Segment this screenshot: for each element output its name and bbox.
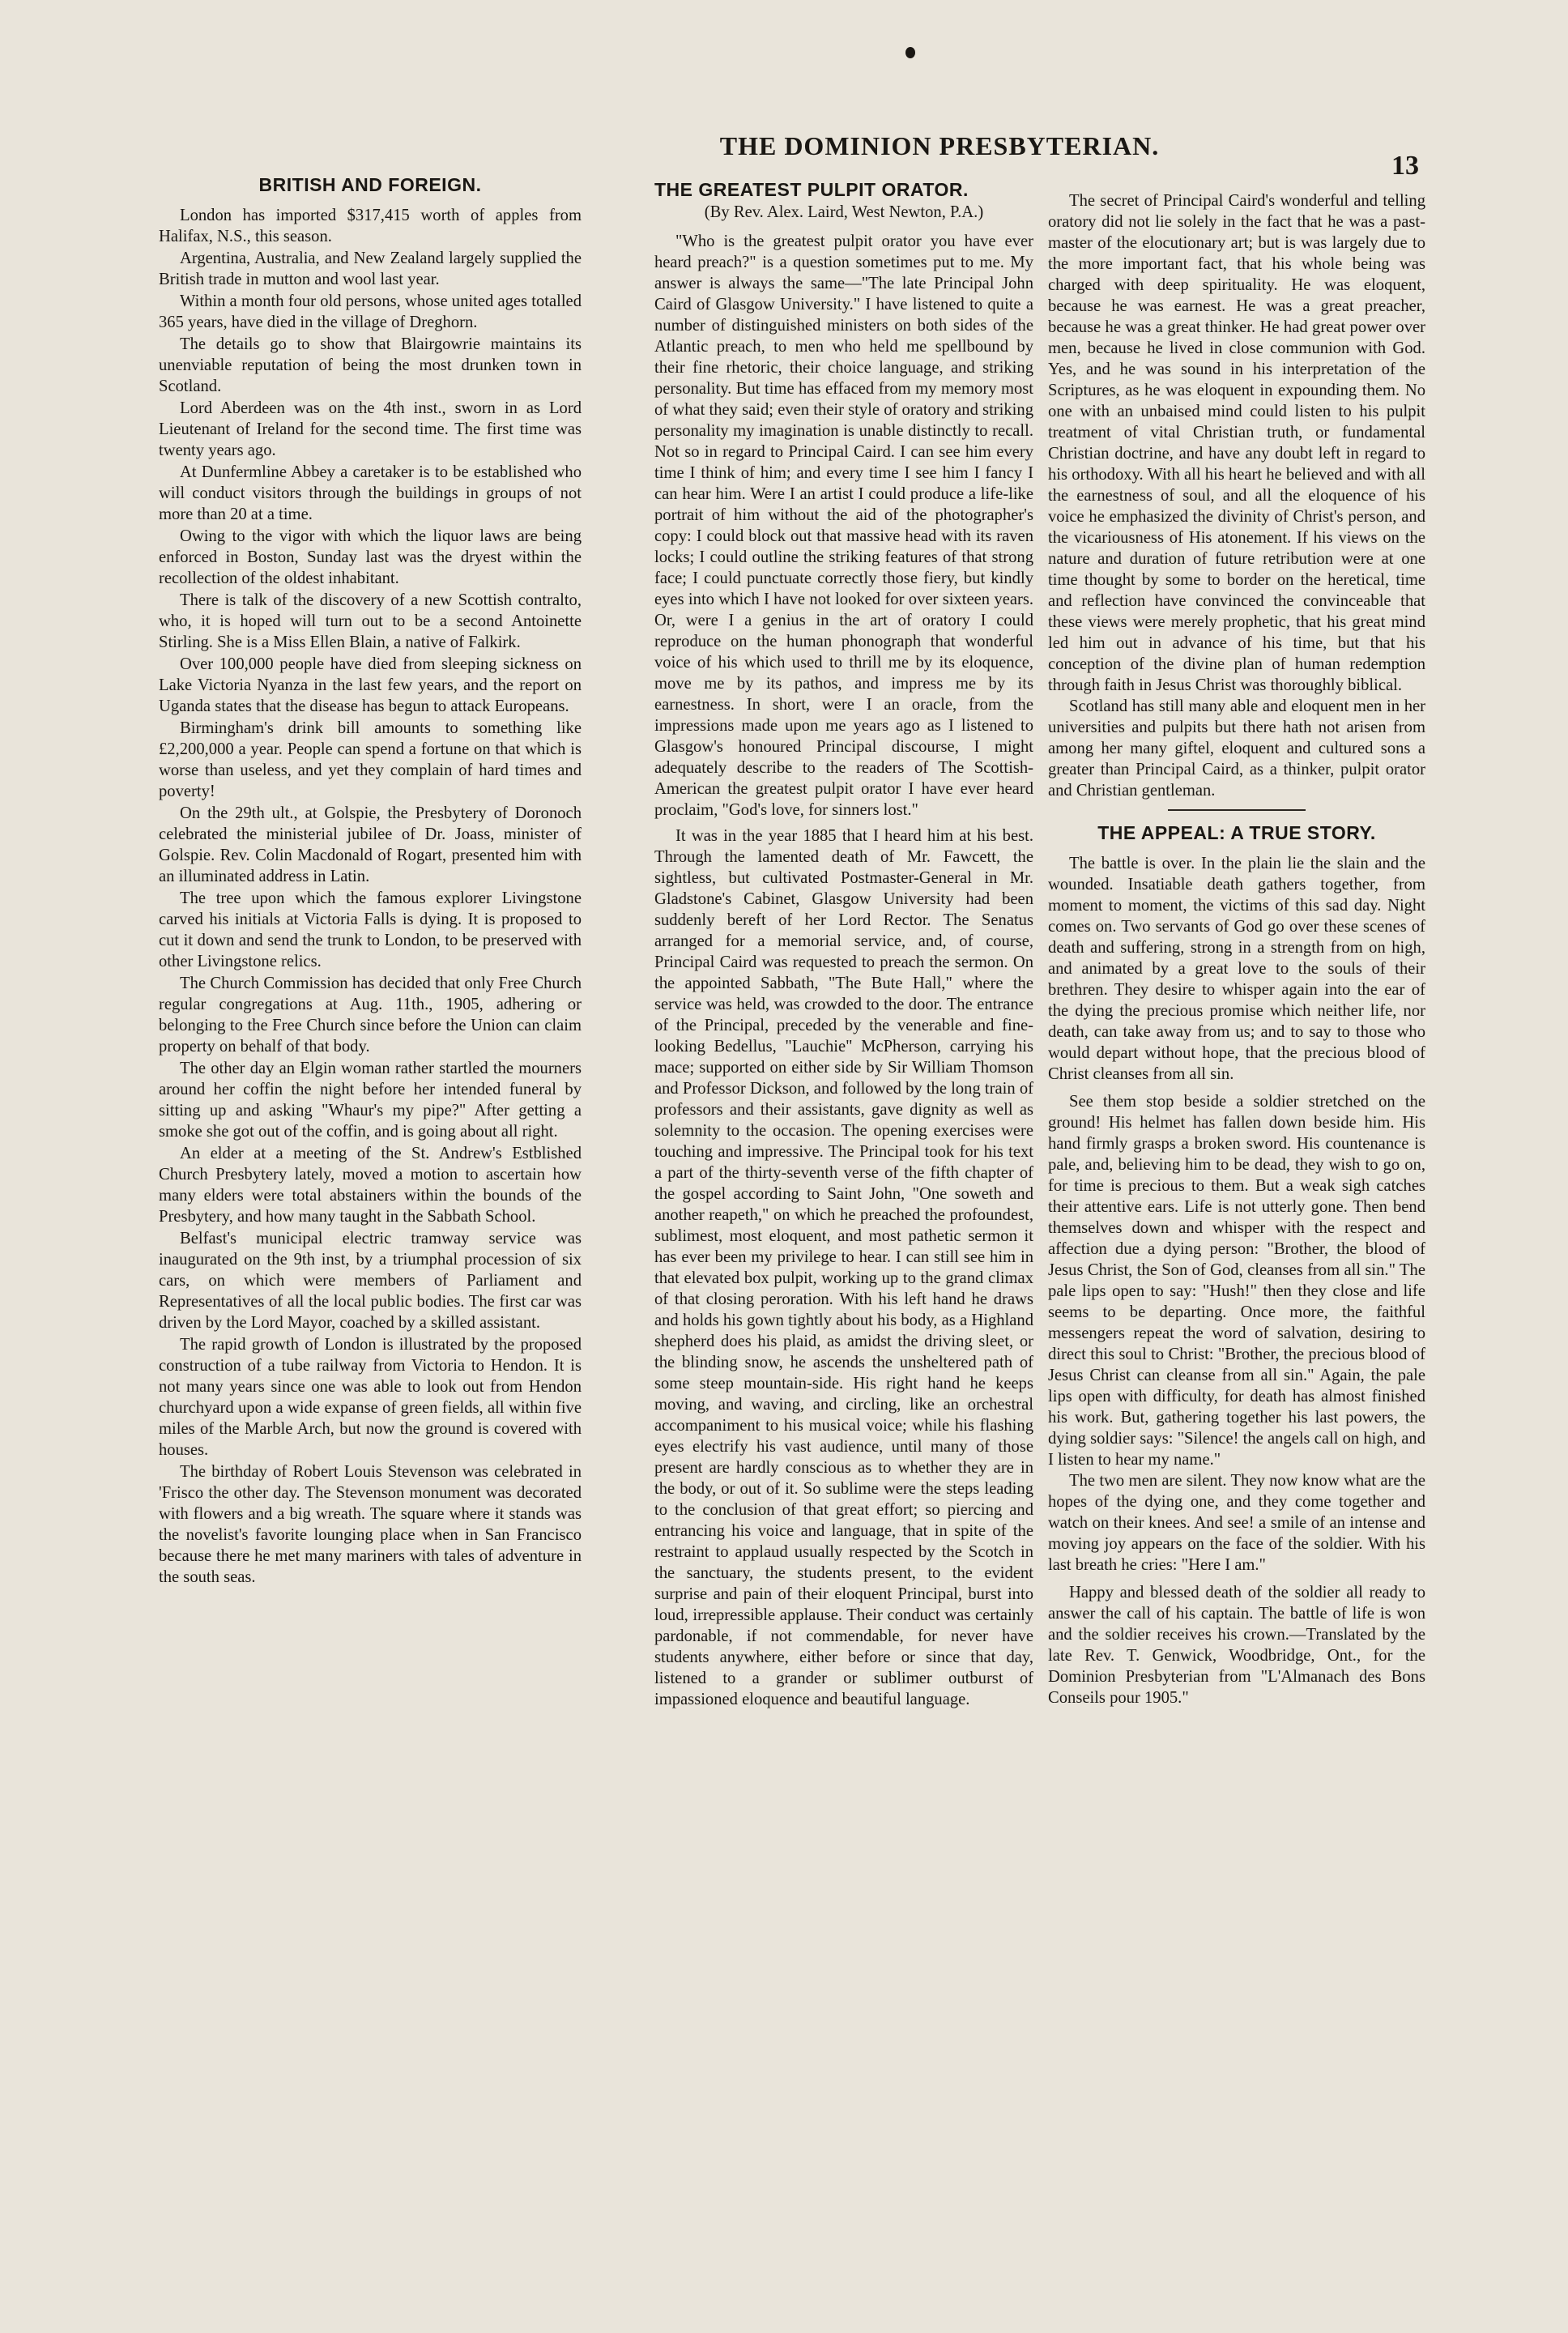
news-item: Owing to the vigor with which the liquor laws are being enforced in Boston, Sunday last was the dryest within the recollection of the oldest inhabitant. xyxy=(159,527,582,587)
news-item: The details go to show that Blairgowrie maintains its unenviable reputation of being the most drunken town in Scotland. xyxy=(159,335,582,395)
section-title-british-and-foreign: BRITISH AND FOREIGN. xyxy=(258,174,482,195)
news-item: The Church Commission has decided that only Free Church regular congregations at Aug. 11th., 1905, adhering or belonging to the Free Church since before the Union can claim property on behalf of that body. xyxy=(159,975,582,1056)
column-three xyxy=(1048,190,1425,1708)
news-item: The birthday of Robert Louis Stevenson was celebrated in 'Frisco the other day. The Stevenson monument was decorated with flowers and a big wreath. The square where it stands was the novelist's favorite lounging place when in San Francisco because there he met many mariners with tales of adventure in the south seas. xyxy=(159,1463,582,1586)
news-item: Argentina, Australia, and New Zealand largely supplied the British trade in mutton and wool last year. xyxy=(159,250,582,288)
column-british-and-foreign xyxy=(159,174,582,1588)
news-item: Belfast's municipal electric tramway service was inaugurated on the 9th inst, by a triumphal procession of six cars, on which were members of Parliament and Representatives of all the local public bodies. The first car was driven by the Lord Mayor, coached by a skilled assistant. xyxy=(159,1230,582,1332)
news-item: The other day an Elgin woman rather startled the mourners around her coffin the night before her intended funeral by sitting up and asking "Whaur's my pipe?" After getting a smoke she got out of the coffin, and is going about all right. xyxy=(159,1060,582,1141)
article-title-the-appeal: THE APPEAL: A TRUE STORY. xyxy=(1097,822,1376,843)
news-item: Over 100,000 people have died from sleeping sickness on Lake Victoria Nyanza in the last few years, and the report on Uganda states that the disease has begun to attack Europeans. xyxy=(159,655,582,715)
news-item: The tree upon which the famous explorer Livingstone carved his initials at Victoria Falls is dying. It is proposed to cut it down and send the trunk to London, to be preserved with other Livingstone relics. xyxy=(159,889,582,970)
article-paragraph: The secret of Principal Caird's wonderful and telling oratory did not lie solely in the fact that he was a past-master of the elocutionary art; but is was largely due to the more important fact, that his whole being was charged with deep spirituality. He was eloquent, because he was earnest. He was a great preacher, because he was a great thinker. He had great power over men, because he lived in close communion with God. Yes, and he was sound in his interpretation of the Scriptures, as he was eloquent in expounding them. No one with an unbaised mind could listen to his pulpit treatment of vital Christian truth, or fundamental Christian doctrine, and have any doubt left in regard to his orthodoxy. With all his heart he believed and with all the earnestness of soul, and all the eloquence of his voice he emphasized the divinity of Christ's person, and the vicariousness of His atonement. If his views on the nature and duration of future retribution were at one time thought by some to border on the heretical, time and reflection have convinced the convinceable that these views were merely prophetic, that his great mind led him out in advance of his time, but that his conception of the divine plan of human redemption through faith in Jesus Christ was thoroughly biblical. xyxy=(1048,192,1425,694)
article-paragraph: Scotland has still many able and eloquent men in her universities and pulpits but there hath not arisen from among her many giftel, eloquent and cultured sons a greater than Principal Caird, as a thinker, pulpit orator and Christian gentleman. xyxy=(1048,697,1425,800)
news-item: Lord Aberdeen was on the 4th inst., sworn in as Lord Lieutenant of Ireland for the second time. The first time was twenty years ago. xyxy=(159,399,582,459)
masthead: THE DOMINION PRESBYTERIAN. xyxy=(719,131,1160,160)
news-item: London has imported $317,415 worth of apples from Halifax, N.S., this season. xyxy=(159,207,582,245)
article-paragraph: "Who is the greatest pulpit orator you have ever heard preach?" is a question sometimes put to me. My answer is always the same—"The late Principal John Caird of Glasgow University." I have listened to quite a number of distinguished ministers on both sides of the Atlantic preach, to men who held me spellbound by their fine rhetoric, their choice language, and striking personality. But time has effaced from my memory most of what they said; even their style of oratory and striking personality my imagination is unable distinctly to recall. Not so in regard to Principal Caird. I can see him every time I think of him; and every time I see him I fancy I can hear him. Were I an artist I could produce a life-like portrait of him without the aid of the photographer's copy: I could block out that massive head with its raven locks; I could outline the striking features of that strong face; I could punctuate correctly those fiery, but kindly eyes into which I have not looked for over sixteen years. Or, were I a genius in the art of oratory I could reproduce on the human phonograph that wonderful voice of his which used to thrill me by its eloquence, move me by its pathos, and impress me by its earnestness. In short, were I an oracle, from the impressions made upon me years ago as I listened to Glasgow's honoured Principal discourse, I might adequately describe to the readers of The Scottish-American the greatest pulpit orator I have ever heard proclaim, "God's love, for sinners lost." xyxy=(654,232,1033,819)
news-item: Within a month four old persons, whose united ages totalled 365 years, have died in the village of Dreghorn. xyxy=(159,292,582,331)
section-divider xyxy=(1168,809,1306,811)
news-item: On the 29th ult., at Golspie, the Presbytery of Doronoch celebrated the ministerial jubilee of Dr. Joass, minister of Golspie. Rev. Colin Macdonald of Rogart, presented him with an illuminated address in Latin. xyxy=(159,804,582,885)
article-paragraph: The battle is over. In the plain lie the slain and the wounded. Insatiable death gathers together, from moment to moment, the victims of this sad day. Night comes on. Two servants of God go over these scenes of death and suffering, strong in a strength from on high, and animated by a great love to the souls of their brethren. They desire to whisper again into the ear of the dying the precious promise which neither life, nor death, can take away from us; and to say to those who would depart without hope, that the precious blood of Christ cleanses from all sin. xyxy=(1048,855,1425,1083)
column-greatest-pulpit-orator xyxy=(654,174,1033,1710)
article-paragraph: It was in the year 1885 that I heard him at his best. Through the lamented death of Mr. Fawcett, the sightless, but cultivated Postmaster-General in Mr. Gladstone's Cabinet, Glasgow University had been suddenly bereft of her Lord Rector. The Senatus arranged for a memorial service, and, of course, Principal Caird was requested to preach the sermon. On the appointed Sabbath, "The Bute Hall," where the service was held, was crowded to the door. The entrance of the Principal, preceded by the venerable and fine-looking Bedellus, "Lauchie" McPherson, carrying his mace; supported on either side by Sir William Thomson and Professor Dickson, and followed by the long train of professors and their assistants, gave dignity as well as solemnity to the occasion. The opening exercises were touching and impressive. The Principal took for his text a part of the thirty-seventh verse of the fifth chapter of the gospel according to Saint John, "One soweth and another reapeth," on which he preached the profoundest, sublimest, most eloquent, and most pathetic sermon it has ever been my privilege to hear. I can still see him in that elevated box pulpit, working up to the grand climax of that closing peroration. With his left hand he draws and holds his gown tightly about his body, as a Highland shepherd does his plaid, as amidst the driving sleet, or the blinding snow, he ascends the unsheltered path of some steep mountain-side. His right hand he keeps moving, and waving, and circling, like an orchestral accompaniment to his musical voice; while his flashing eyes electrify his vast audience, until many of those present are hardly conscious as to whether they are in the body, or out of it. So sublime were the steps leading to the conclusion of that great effort; so piercing and entrancing his voice and language, that in spite of the restraint to applaud usually respected by the Scotch in the sanctuary, the students present, to the evident surprise and pain of their eloquent Principal, burst into loud, irrepressible applause. Their conduct was certainly pardonable, if not commendable, for never have students anywhere, either before or since that day, listened to a grander or sublimer outburst of impassioned eloquence and beautiful language. xyxy=(654,827,1033,1708)
ink-blot xyxy=(905,47,915,58)
article-byline: (By Rev. Alex. Laird, West Newton, P.A.) xyxy=(704,203,984,221)
news-item: The rapid growth of London is illustrated by the proposed construction of a tube railway from Victoria to Hendon. It is not many years since one was able to look out from Hendon churchyard upon a wide expanse of green fields, all within five miles of the Marble Arch, but now the ground is covered with houses. xyxy=(159,1336,582,1459)
article-title-greatest-pulpit-orator: THE GREATEST PULPIT ORATOR. xyxy=(654,179,969,200)
news-item: At Dunfermline Abbey a caretaker is to be established who will conduct visitors through the buildings in groups of not more than 20 at a time. xyxy=(159,463,582,523)
news-item: An elder at a meeting of the St. Andrew's Estblished Church Presbytery lately, moved a motion to ascertain how many elders were total abstainers within the bounds of the Presbytery, and how many taught in the Sabbath School. xyxy=(159,1145,582,1226)
page-number: 13 xyxy=(1391,151,1419,181)
article-paragraph: See them stop beside a soldier stretched on the ground! His helmet has fallen down beside him. His hand firmly grasps a broken sword. His countenance is pale, and, believing him to be dead, they wish to go on, for time is precious to them. But a weak sigh catches their attentive ears. Life is not utterly gone. Then bend themselves down and whisper with the respect and affection due a dying person: "Brother, the blood of Jesus Christ, the Son of God, cleanses from all sin." The pale lips open to say: "Hush!" then they close and life seems to be departing. Once more, the faithful messengers repeat the word of salvation, desiring to direct this soul to Christ: "Brother, the precious blood of Jesus Christ can cleanse from all sin." Again, the pale lips open with difficulty, for death has almost finished his work. But, gathering together his last powers, the dying soldier says: "Silence! the angels call on high, and I listen to hear my name." xyxy=(1048,1093,1425,1469)
article-paragraph: Happy and blessed death of the soldier all ready to answer the call of his captain. The battle of life is won and the soldier receives his crown.—Translated by the late Rev. T. Genwick, Woodbridge, Ont., for the Dominion Presbyterian from "L'Almanach des Bons Conseils pour 1905." xyxy=(1048,1584,1425,1707)
news-item: There is talk of the discovery of a new Scottish contralto, who, it is hoped will turn out to be a second Antoinette Stirling. She is a Miss Ellen Blain, a native of Falkirk. xyxy=(159,591,582,651)
article-paragraph: The two men are silent. They now know what are the hopes of the dying one, and they come together and watch on their knees. And see! a smile of an intense and moving joy appears on the face of the soldier. With his last breath he cries: "Here I am." xyxy=(1048,1472,1425,1574)
news-item: Birmingham's drink bill amounts to something like £2,200,000 a year. People can spend a fortune on that which is worse than useless, and yet they complain of hard times and poverty! xyxy=(159,719,582,800)
